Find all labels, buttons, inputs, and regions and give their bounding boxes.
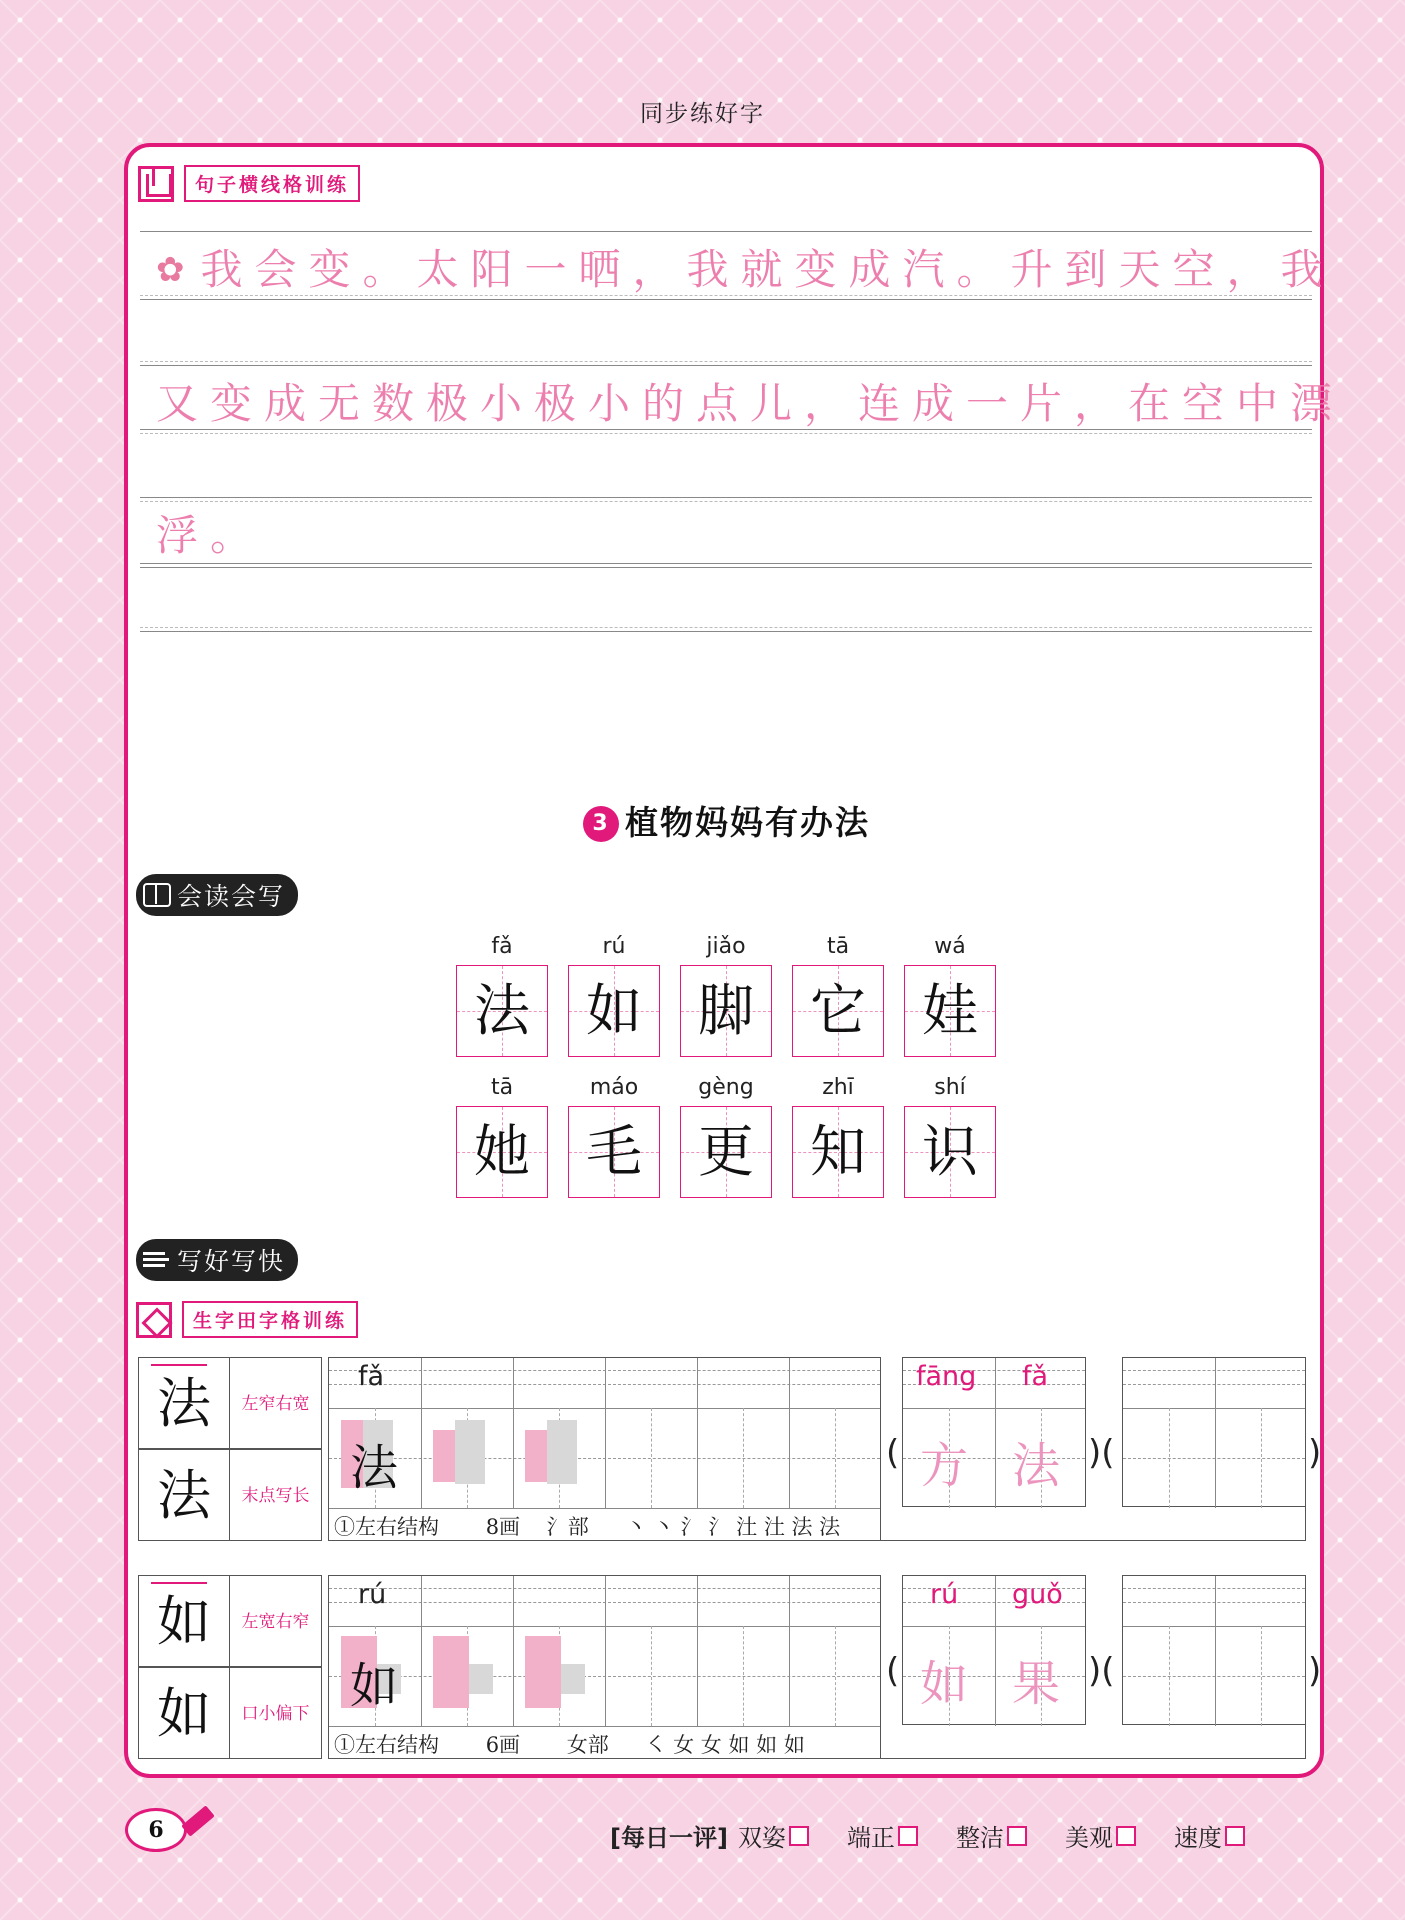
paren-open: ( <box>886 1651 900 1691</box>
sentence-line-1: ✿我会变。太阳一晒，我就变成汽。升到天空，我 <box>156 245 1335 294</box>
info-row: ①左右结构 6画 女部 ㇛ 女 女 如 如 如 <box>334 1733 805 1757</box>
pinyin-label: rú <box>358 1579 387 1610</box>
char-cell: jiǎo 脚 <box>680 932 772 1057</box>
trace-char: 法 <box>350 1440 399 1496</box>
char-cell: zhī 知 <box>792 1073 884 1198</box>
paren-close: )( <box>1088 1651 1115 1691</box>
eval-item[interactable]: 端正 <box>847 1818 918 1853</box>
practice-row-fa <box>138 1357 1322 1557</box>
word-pinyin-2: guǒ <box>1012 1579 1063 1610</box>
char-cell: wá 娃 <box>904 932 996 1057</box>
char-cell: tā 它 <box>792 932 884 1057</box>
word-char-2: 果 <box>1012 1656 1061 1712</box>
char-cell: tā 她 <box>456 1073 548 1198</box>
word-char-1: 如 <box>920 1656 969 1712</box>
word-pinyin-2: fǎ <box>1022 1361 1049 1392</box>
paren-close: )( <box>1088 1433 1115 1473</box>
sentence-line-3: 浮。 <box>156 511 265 560</box>
worksheet-panel <box>124 143 1345 1778</box>
tian-section-tag <box>136 1301 358 1338</box>
read-write-label: 会读会写 <box>136 874 298 916</box>
blank-word-grid[interactable] <box>1122 1357 1306 1507</box>
sentence-line-2: 又变成无数极小极小的点儿，连成一片，在空中漂 <box>156 379 1345 428</box>
eval-item[interactable]: 双姿 <box>738 1818 809 1853</box>
char-cell: máo 毛 <box>568 1073 660 1198</box>
daily-evaluation <box>610 1818 1245 1853</box>
model-char: 法 <box>138 1449 230 1541</box>
lesson-number-badge: 3 <box>583 806 619 842</box>
book-icon <box>143 883 171 907</box>
checkbox[interactable] <box>898 1826 918 1846</box>
maze-icon <box>138 166 174 202</box>
char-cell: shí 识 <box>904 1073 996 1198</box>
sentence-section-tag <box>138 165 360 202</box>
paren-close: ) <box>1308 1433 1322 1473</box>
page-header-title: 同步练好字 <box>640 101 765 127</box>
sentence-lines <box>140 231 1345 661</box>
char-cell: rú 如 <box>568 932 660 1057</box>
structure-note: 左窄右宽 <box>230 1357 322 1449</box>
paren-open: ( <box>886 1433 900 1473</box>
sentence-section-label: 句子横线格训练 <box>184 165 360 202</box>
pinyin-label: fǎ <box>358 1361 385 1392</box>
blank-word-grid[interactable] <box>1122 1575 1306 1725</box>
model-char: 如 <box>138 1667 230 1759</box>
word-pinyin-1: fāng <box>916 1361 977 1392</box>
page-number: 6 <box>125 1808 187 1852</box>
paren-close: ) <box>1308 1651 1322 1691</box>
trace-char: 如 <box>350 1658 399 1714</box>
write-good-label: 写好写快 <box>136 1239 298 1281</box>
char-cell: fǎ 法 <box>456 932 548 1057</box>
tian-section-label: 生字田字格训练 <box>182 1301 358 1338</box>
structure-note: 左宽右窄 <box>230 1575 322 1667</box>
word-char-1: 方 <box>920 1438 969 1494</box>
eval-item[interactable]: 美观 <box>1065 1818 1136 1853</box>
stroke-note: 末点写长 <box>230 1449 322 1541</box>
word-pinyin-1: rú <box>930 1579 959 1610</box>
checkbox[interactable] <box>1225 1826 1245 1846</box>
checkbox[interactable] <box>789 1826 809 1846</box>
tian-grid-icon <box>136 1302 172 1338</box>
info-row: ①左右结构 8画 氵部 丶 丶 氵 氵 汢 汢 法 法 <box>334 1515 841 1539</box>
char-cell: gèng 更 <box>680 1073 772 1198</box>
pen-icon <box>143 1248 171 1272</box>
word-char-2: 法 <box>1012 1438 1061 1494</box>
stroke-note: 口小偏下 <box>230 1667 322 1759</box>
lesson-title: 3 植物妈妈有办法 <box>128 797 1325 844</box>
eval-item[interactable]: 整洁 <box>956 1818 1027 1853</box>
flower-icon: ✿ <box>156 250 197 290</box>
model-char: 法 <box>138 1357 230 1449</box>
eval-label: [每日一评] <box>610 1824 728 1852</box>
checkbox[interactable] <box>1116 1826 1136 1846</box>
footer <box>0 1808 1405 1868</box>
model-char: 如 <box>138 1575 230 1667</box>
practice-row-ru <box>138 1575 1322 1775</box>
checkbox[interactable] <box>1007 1826 1027 1846</box>
pencil-icon <box>181 1805 215 1836</box>
eval-item[interactable]: 速度 <box>1174 1818 1245 1853</box>
